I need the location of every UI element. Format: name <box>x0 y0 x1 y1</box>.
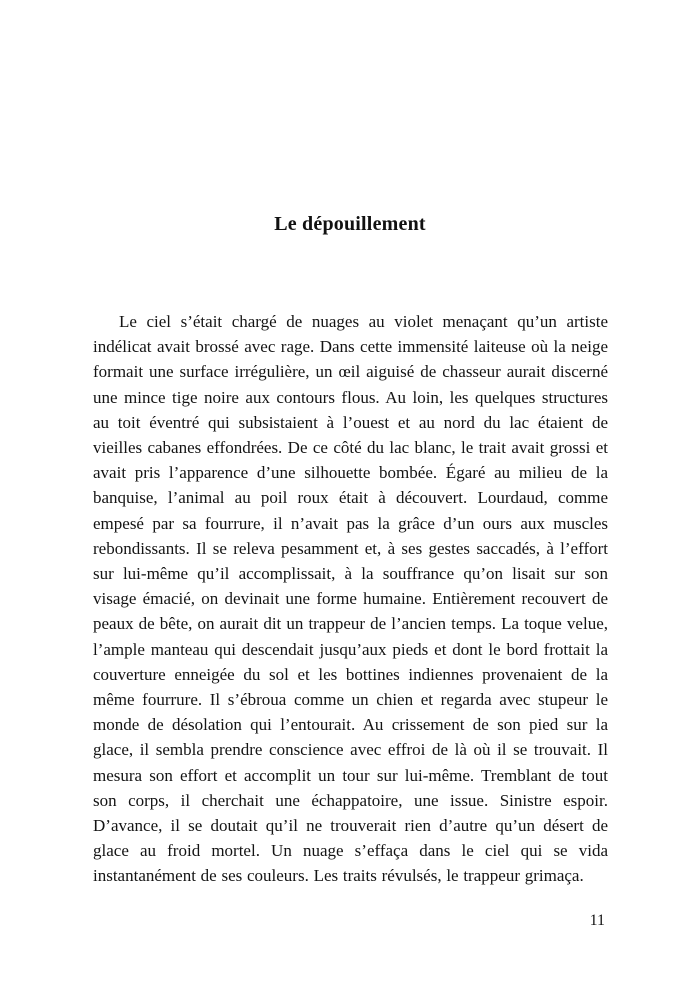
page-number: 11 <box>589 912 605 929</box>
body-paragraph: Le ciel s’était chargé de nuages au violet menaçant qu’un artiste indélicat avait brossé avec rage. Dans cette immensité laiteuse où la neige formait une surface irrégulière, un œil aiguisé de chasseur aurait discerné une mince tige noire aux contours flous. Au loin, les quelques structures au toit éventré qui subsistaient à l’ouest et au nord du lac étaient de vieilles cabanes effondrées. De ce côté du lac blanc, le trait avait grossi et avait pris l’apparence d’une silhouette bombée. Égaré au milieu de la banquise, l’animal au poil roux était à découvert. Lourdaud, comme empesé par sa fourrure, il n’avait pas la grâce d’un ours aux muscles rebondissants. Il se releva pesamment et, à ses gestes saccadés, à l’effort sur lui-même qu’il accomplissait, à la souffrance qu’on lisait sur son visage émacié, on devinait une forme humaine. Entièrement recouvert de peaux de bête, on aurait dit un trappeur de l’ancien temps. La toque velue, l’ample manteau qui descendait jusqu’aux pieds et dont le bord frottait la couverture enneigée du sol et les bottines indiennes provenaient de la même fourrure. Il s’ébroua comme un chien et regarda avec stupeur le monde de désolation qui l’entourait. Au crissement de son pied sur la glace, il sembla prendre conscience avec effroi de là où il se trouvait. Il mesura son effort et accomplit un tour sur lui-même. Tremblant de tout son corps, il cherchait une échappatoire, une issue. Sinistre espoir. D’avance, il se doutait qu’il ne trouverait rien d’autre qu’un désert de glace au froid mortel. Un nuage s’effaça dans le ciel qui se vida instantanément de ses couleurs. Les traits révulsés, le trappeur grimaça. <box>93 312 608 886</box>
chapter-title: Le dépouillement <box>274 213 426 236</box>
